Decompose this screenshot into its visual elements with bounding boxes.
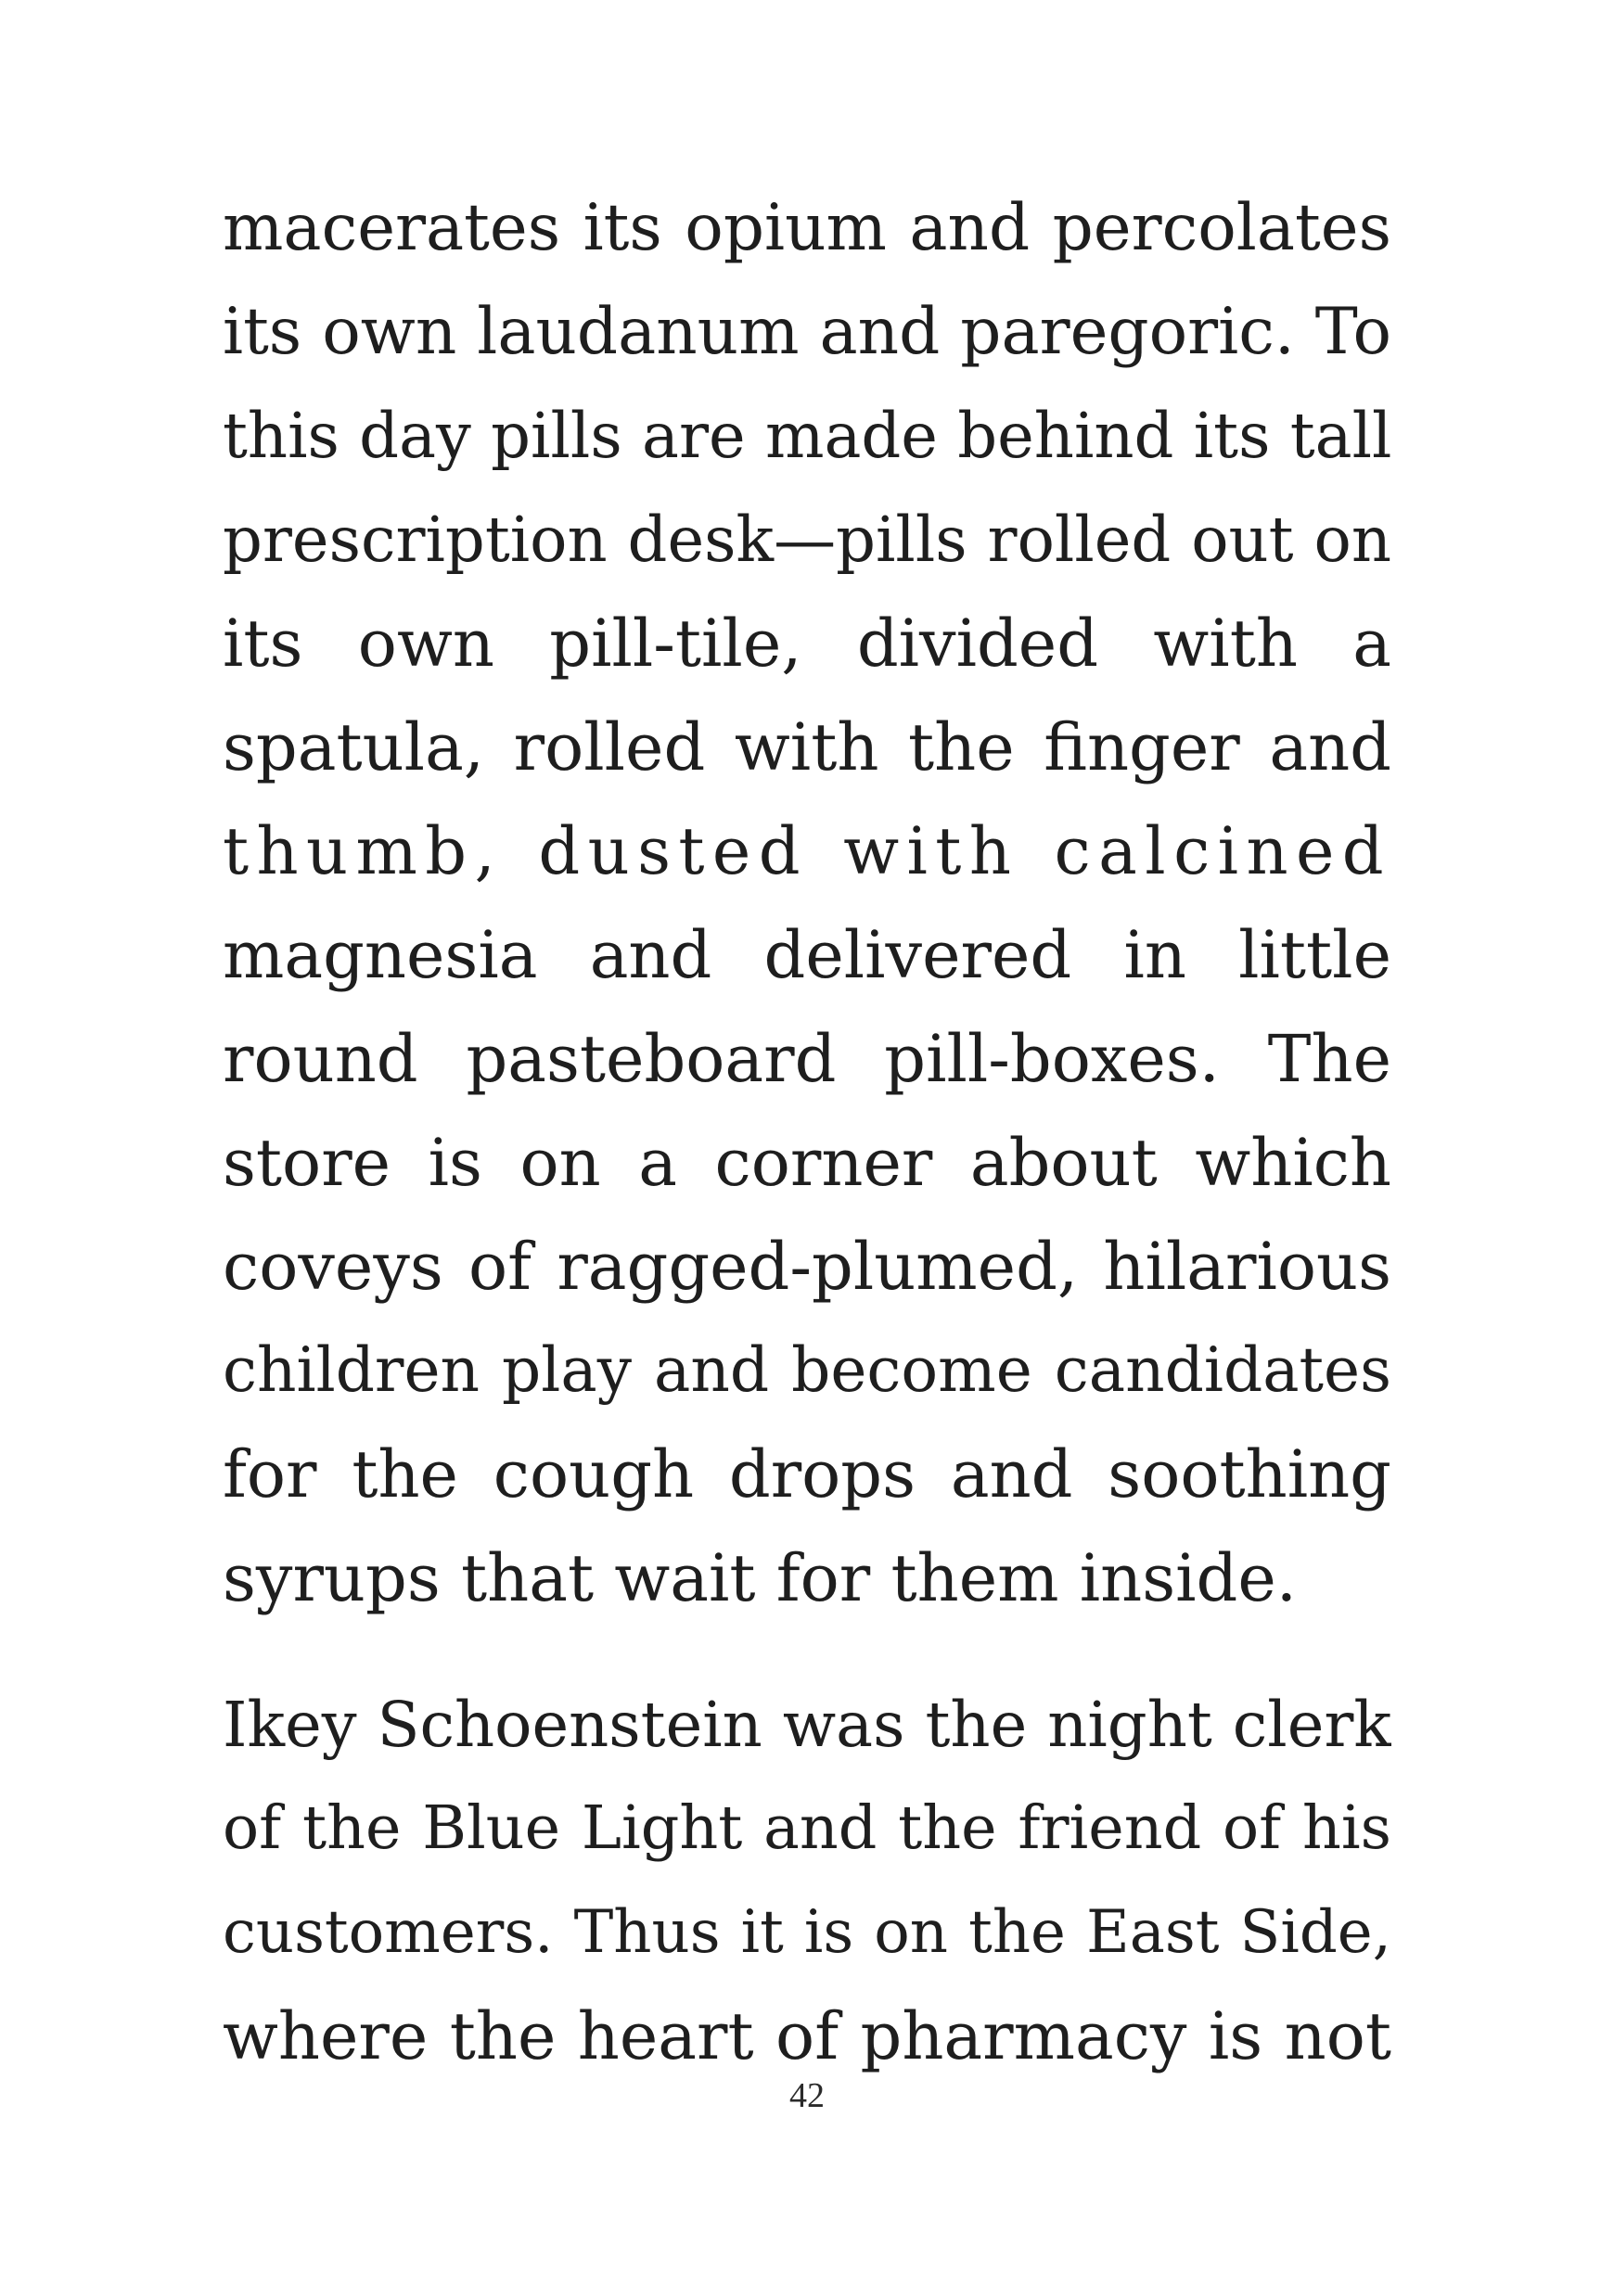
text-line: spatula, rolled with the finger and [223, 709, 1391, 785]
text-line: its own laudanum and paregoric. To [223, 295, 1391, 369]
text-line: this day pills are made behind its tall [223, 400, 1391, 472]
text-line: its own pill-tile, divided with a [223, 606, 1391, 682]
text-line: for the cough drops and soothing [223, 1436, 1391, 1512]
text-line: customers. Thus it is on the East Side, [223, 1898, 1391, 1967]
text-line: coveys of ragged-plumed, hilarious [223, 1229, 1391, 1305]
text-line: macerates its opium and percolates [223, 191, 1391, 265]
text-line: thumb, dusted with calcined [223, 813, 1391, 889]
text-line: round pasteboard pill-boxes. The [223, 1021, 1391, 1097]
page-number: 42 [789, 2076, 825, 2115]
text-line: syrups that wait for them inside. [223, 1540, 1298, 1616]
text-line: of the Blue Light and the friend of his [223, 1793, 1391, 1863]
text-line: prescription desk—pills rolled out on [223, 504, 1391, 576]
paragraph-2 [223, 1673, 1391, 2088]
text-line: children play and become candidates [223, 1334, 1391, 1406]
text-line: where the heart of pharmacy is not [223, 1998, 1391, 2074]
text-line: magnesia and delivered in little [223, 917, 1391, 993]
text-line: Ikey Schoenstein was the night clerk [223, 1689, 1391, 1761]
paragraph-1 [223, 176, 1391, 1630]
text-line: store is on a corner about which [223, 1125, 1391, 1201]
